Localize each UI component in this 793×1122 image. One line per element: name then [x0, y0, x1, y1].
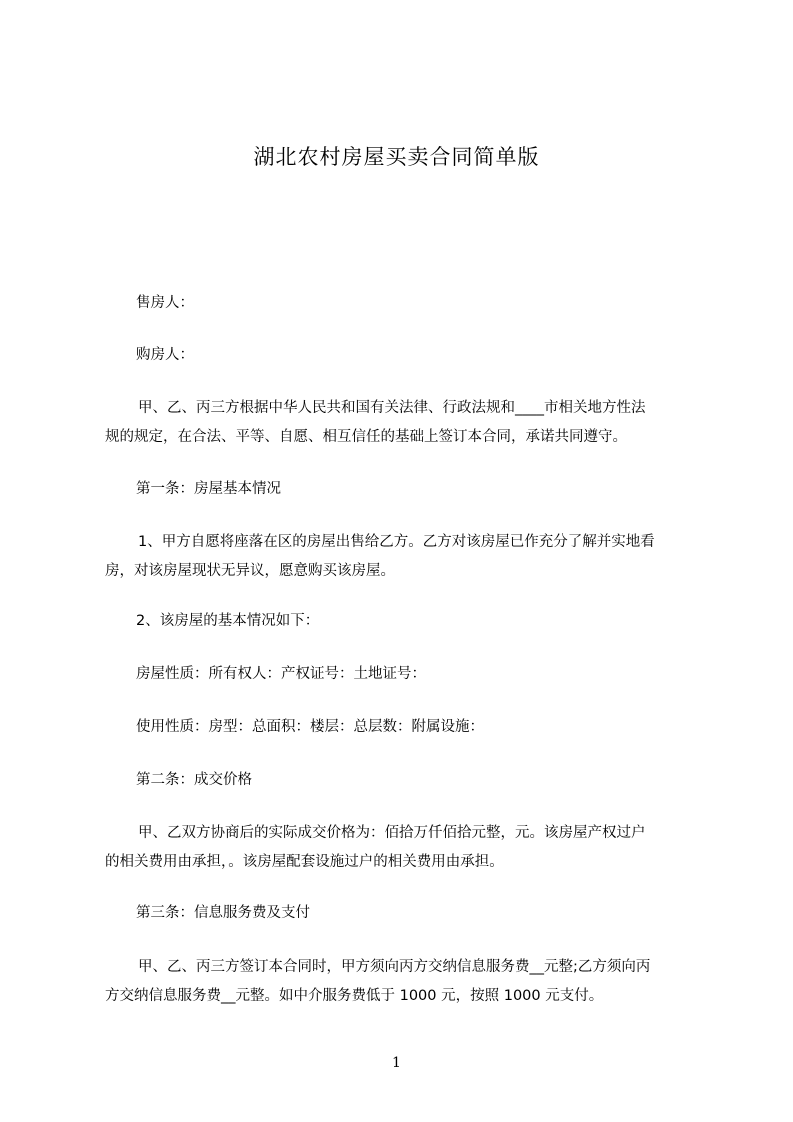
- seller-label: [105, 289, 705, 318]
- paragraph-line: 购房人：: [136, 347, 194, 363]
- paragraph-line: 2、该房屋的基本情况如下：: [136, 613, 320, 629]
- article-2-heading: [105, 766, 705, 795]
- paragraph-line: 使用性质：房型：总面积：楼层：总层数：附属设施：: [136, 719, 484, 735]
- article-3-heading: [105, 899, 705, 928]
- article-2-body: [105, 819, 705, 877]
- paragraph-line: 第三条：信息服务费及支付: [136, 905, 310, 921]
- paragraph-line: 房屋性质：所有权人：产权证号：土地证号：: [136, 666, 426, 682]
- paragraph-line: 售房人：: [136, 295, 194, 311]
- paragraph-line: 第一条：房屋基本情况: [136, 481, 281, 497]
- preamble-paragraph: [105, 394, 705, 452]
- property-usage-line: [105, 713, 705, 742]
- paragraph-line: 甲、乙双方协商后的实际成交价格为：佰拾万仟佰拾元整，元。该房屋产权过户: [138, 825, 646, 841]
- paragraph-line: 方交纳信息服务费__元整。如中介服务费低于 1000 元，按照 1000 元支付。: [105, 988, 604, 1004]
- article-1-clause-1: [105, 528, 705, 586]
- document-title: 湖北农村房屋买卖合同简单版: [253, 145, 540, 169]
- paragraph-line: 1、甲方自愿将座落在区的房屋出售给乙方。乙方对该房屋已作充分了解并实地看: [138, 534, 655, 550]
- page-number: 1: [392, 1055, 401, 1071]
- property-nature-line: [105, 660, 705, 689]
- article-1-heading: [105, 475, 705, 504]
- paragraph-line: 甲、乙、丙三方根据中华人民共和国有关法律、行政法规和____市相关地方性法: [138, 400, 646, 416]
- paragraph-line: 第二条：成交价格: [136, 772, 252, 788]
- paragraph-line: 的相关费用由承担，。该房屋配套设施过户的相关费用由承担。: [105, 854, 504, 870]
- paragraph-line: 房，对该房屋现状无异议，愿意购买该房屋。: [105, 563, 395, 579]
- article-1-clause-2: [105, 607, 705, 636]
- paragraph-line: 规的规定，在合法、平等、自愿、相互信任的基础上签订本合同，承诺共同遵守。: [105, 429, 627, 445]
- paragraph-line: 甲、乙、丙三方签订本合同时，甲方须向丙方交纳信息服务费__元整;乙方须向丙: [138, 959, 651, 975]
- article-3-body: [105, 953, 705, 1011]
- buyer-label: [105, 341, 705, 370]
